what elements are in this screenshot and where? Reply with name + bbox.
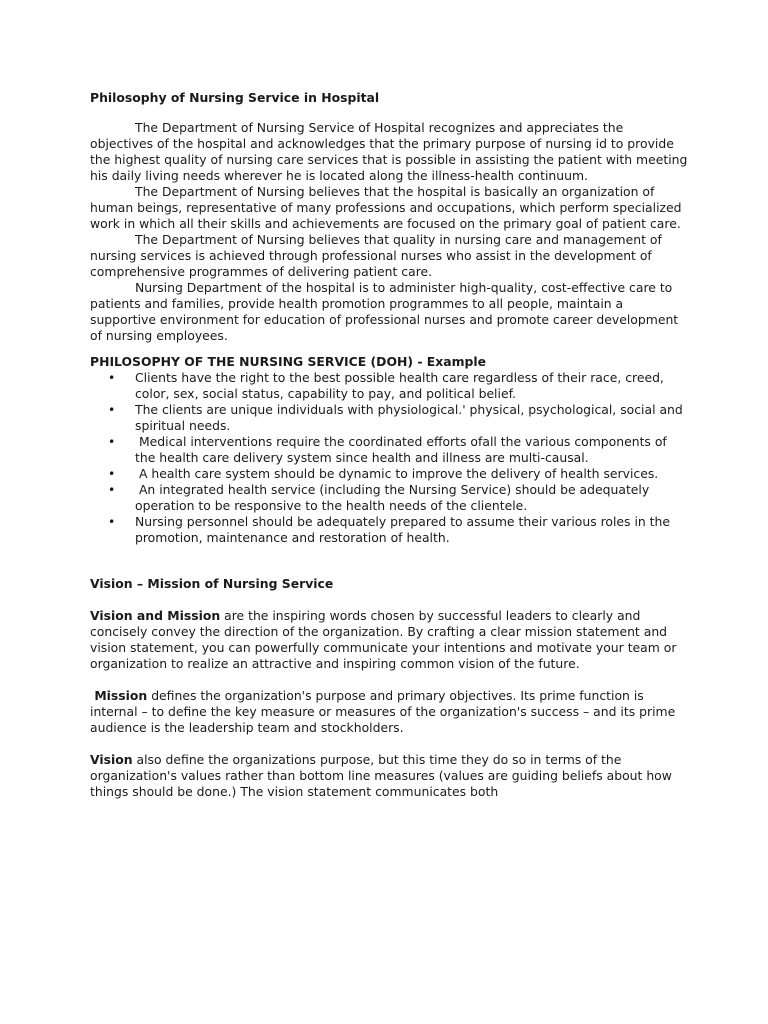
intro-paragraph-1: The Department of Nursing Service of Hospital recognizes and appreciates the objectives of the hospital and acknowledges that the primary purpose of nursing id to provide the highest quality of nursing care services that is possible in assisting the patient with meeting his daily living needs wherever he is located along the illness-health continuum.: [90, 120, 688, 183]
list-item-text: Clients have the right to the best possible health care regardless of their race, creed, color, sex, social status, capability to pay, and political belief.: [135, 370, 664, 401]
mission-lead: Mission: [90, 688, 148, 703]
mission-paragraph: [90, 688, 690, 736]
bullet-icon: •: [108, 402, 116, 417]
list-item: [108, 482, 690, 514]
list-item-text: The clients are unique individuals with physiological.' physical, psychological, social and spiritual needs.: [135, 402, 683, 433]
list-item-text: A health care system should be dynamic to improve the delivery of health services.: [135, 466, 659, 481]
list-item-text: An integrated health service (including the Nursing Service) should be adequately operation to be responsive to the health needs of the clientele.: [135, 482, 654, 513]
bullet-icon: •: [108, 434, 116, 449]
doh-bullet-list: [90, 370, 690, 546]
bullet-icon: •: [108, 482, 116, 497]
bullet-icon: •: [108, 466, 116, 481]
vision-mission-lead: Vision and Mission: [90, 608, 221, 623]
list-item: [108, 514, 690, 546]
intro-paragraph-3: The Department of Nursing believes that quality in nursing care and management of nursing services is achieved through professional nurses who assist in the development of comprehensive programmes of delivering patient care.: [90, 232, 662, 279]
vision-mission-heading: Vision – Mission of Nursing Service: [90, 576, 334, 591]
intro-paragraph-2: The Department of Nursing believes that the hospital is basically an organization of human beings, representative of many professions and occupations, which perform specialized work in which all their skills and achievements are focused on the primary goal of patient care.: [90, 184, 682, 231]
list-item: [108, 434, 690, 466]
vision-mission-paragraph: [90, 608, 690, 672]
bullet-icon: •: [108, 514, 116, 529]
list-item: [108, 370, 690, 402]
list-item-text: Nursing personnel should be adequately prepared to assume their various roles in the promotion, maintenance and restoration of health.: [135, 514, 671, 545]
list-item: [108, 402, 690, 434]
vision-lead: Vision: [90, 752, 133, 767]
doh-heading: PHILOSOPHY OF THE NURSING SERVICE (DOH) - Example: [90, 354, 487, 369]
intro-paragraph-4: Nursing Department of the hospital is to administer high-quality, cost-effective care to patients and families, provide health promotion programmes to all people, maintain a supportive environment for education of professional nurses and promote career development of nursing employees.: [90, 280, 679, 343]
bullet-icon: •: [108, 370, 116, 385]
vision-text: also define the organizations purpose, but this time they do so in terms of the organization's values rather than bottom line measures (values are guiding beliefs about how things should be done.) The vision statement communicates both: [90, 752, 672, 799]
list-item: [108, 466, 690, 482]
vision-paragraph: [90, 752, 690, 800]
document-title: Philosophy of Nursing Service in Hospital: [90, 90, 380, 105]
document-content: [90, 90, 690, 800]
list-item-text: Medical interventions require the coordinated efforts ofall the various components of the health care delivery system since health and illness are multi-causal.: [135, 434, 671, 465]
vision-mission-text: are the inspiring words chosen by successful leaders to clearly and concisely convey the direction of the organization. By crafting a clear mission statement and vision statement, you can powerfully communicate your intentions and motivate your team or organization to realize an attractive and inspiring common vision of the future.: [90, 608, 677, 671]
mission-text: defines the organization's purpose and primary objectives. Its prime function is internal – to define the key measure or measures of the organization's success – and its prime audience is the leadership team and stockholders.: [90, 688, 680, 735]
